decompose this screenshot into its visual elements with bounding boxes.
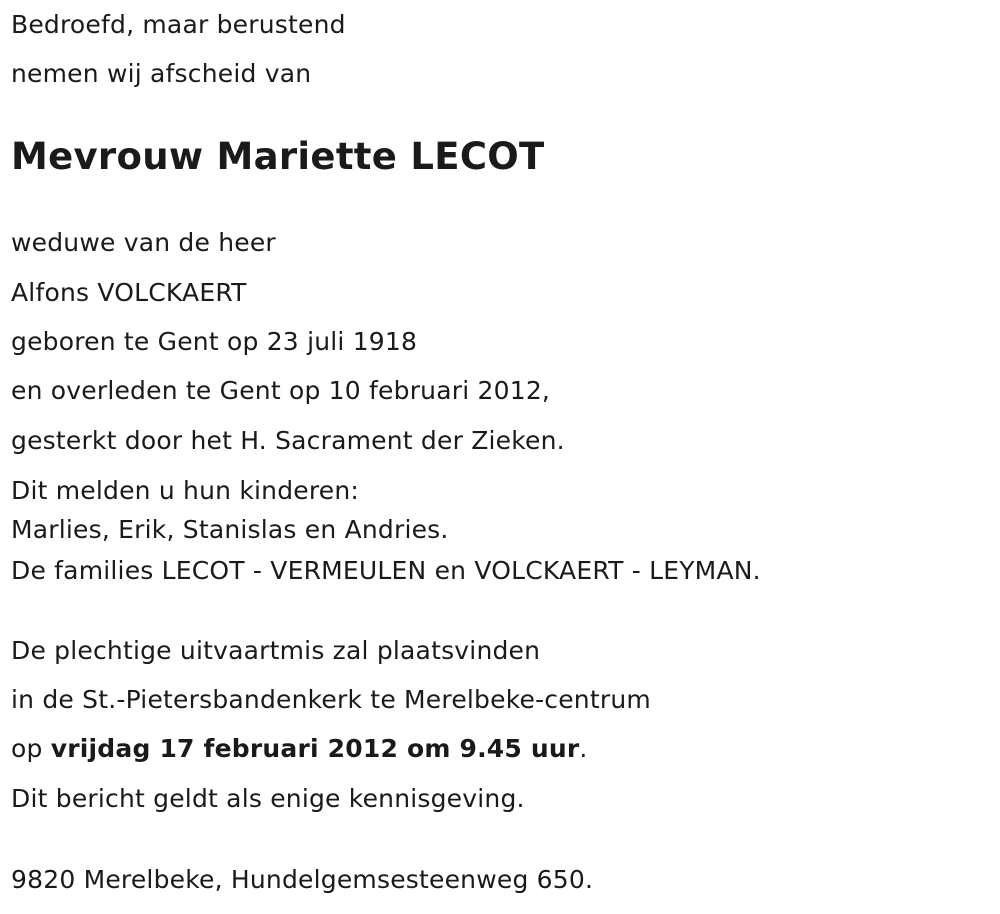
deceased-name: Mevrouw Mariette LECOT: [11, 135, 545, 178]
notice-line: Dit bericht geldt als enige kennisgeving.: [11, 784, 525, 813]
widow-of-line: weduwe van de heer: [11, 228, 276, 257]
ceremony-line-1: De plechtige uitvaartmis zal plaatsvinden: [11, 636, 541, 665]
children-line: Marlies, Erik, Stanislas en Andries.: [11, 515, 449, 544]
sacrament-line: gesterkt door het H. Sacrament der Zieken.: [11, 426, 565, 455]
ceremony-date-line: [11, 734, 588, 764]
spouse-name: Alfons VOLCKAERT: [11, 278, 247, 307]
ceremony-date-suffix: .: [579, 734, 588, 763]
intro-line-2: nemen wij afscheid van: [11, 59, 312, 88]
ceremony-date-time: vrijdag 17 februari 2012 om 9.45 uur: [50, 734, 580, 763]
announce-line: Dit melden u hun kinderen:: [11, 476, 360, 505]
ceremony-date-prefix: op: [11, 734, 51, 763]
address-line: 9820 Merelbeke, Hundelgemsesteenweg 650.: [11, 865, 594, 894]
intro-line-1: Bedroefd, maar berustend: [11, 10, 346, 39]
families-line: De families LECOT - VERMEULEN en VOLCKAERT - LEYMAN.: [11, 556, 761, 585]
birth-line: geboren te Gent op 23 juli 1918: [11, 327, 418, 356]
death-line: en overleden te Gent op 10 februari 2012,: [11, 376, 551, 405]
ceremony-line-2: in de St.-Pietersbandenkerk te Merelbeke-centrum: [11, 685, 651, 714]
